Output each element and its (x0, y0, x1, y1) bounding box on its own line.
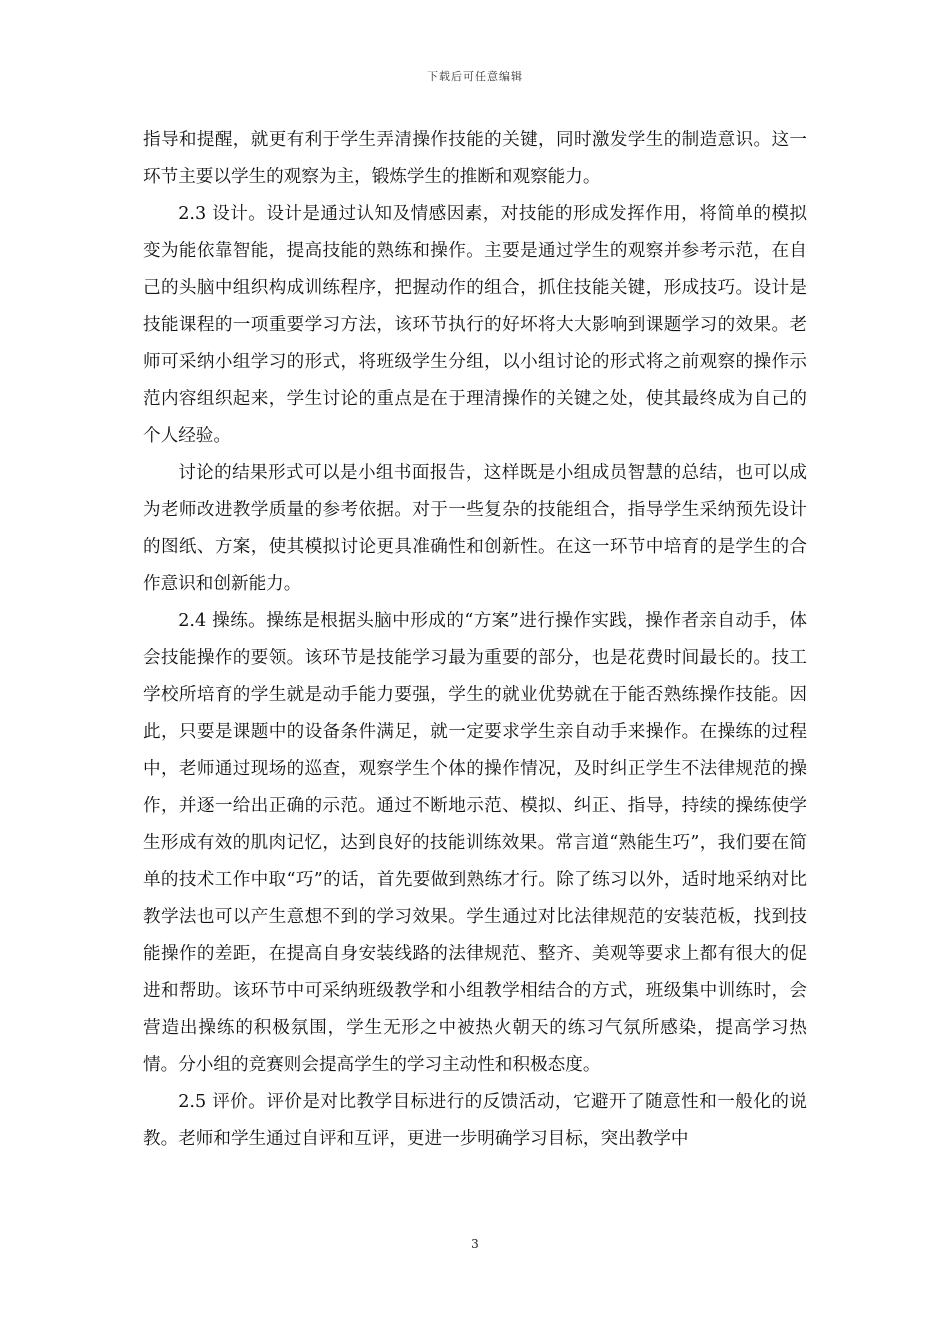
page-header: 下载后可任意编辑 (427, 70, 523, 83)
paragraph-section-2-4: 2.4 操练。操练是根据头脑中形成的“方案”进行操作实践，操作者亲自动手，体会技能操作的要领。该环节是技能学习最为重要的部分，也是花费时间最长的。技工学校所培育的学生就是动手能力要强，学生的就业优势就在于能否熟练操作技能。因此，只要是课题中的设备条件满足，就一定要求学生亲自动手来操作。在操练的过程中，老师通过现场的巡查，观察学生个体的操作情况，及时纠正学生不法律规范的操作，并逐一给出正确的示范。通过不断地示范、模拟、纠正、指导，持续的操练使学生形成有效的肌肉记忆，达到良好的技能训练效果。常言道“熟能生巧”，我们要在简单的技术工作中取“巧”的话，首先要做到熟练才行。除了练习以外，适时地采纳对比教学法也可以产生意想不到的学习效果。学生通过对比法律规范的安装范板，找到技能操作的差距，在提高自身安装线路的法律规范、整齐、美观等要求上都有很大的促进和帮助。该环节中可采纳班级教学和小组教学相结合的方式，班级集中训练时，会营造出操练的积极氛围，学生无形之中被热火朝天的练习气氛所感染，提高学习热情。分小组的竞赛则会提高学生的学习主动性和积极态度。 (143, 611, 807, 1075)
paragraph-continuation: 指导和提醒，就更有利于学生弄清操作技能的关键，同时激发学生的制造意识。这一环节主要以学生的观察为主，锻炼学生的推断和观察能力。 (143, 130, 807, 187)
document-body (143, 122, 807, 1158)
paragraph-discussion: 讨论的结果形式可以是小组书面报告，这样既是小组成员智慧的总结，也可以成为老师改进教学质量的参考依据。对于一些复杂的技能组合，指导学生采纳预先设计的图纸、方案，使其模拟讨论更具准确性和创新性。在这一环节中培育的是学生的合作意识和创新能力。 (143, 463, 807, 594)
paragraph-section-2-5: 2.5 评价。评价是对比教学目标进行的反馈活动，它避开了随意性和一般化的说教。老师和学生通过自评和互评，更进一步明确学习目标，突出教学中 (143, 1092, 807, 1149)
paragraph-section-2-3: 2.3 设计。设计是通过认知及情感因素，对技能的形成发挥作用，将简单的模拟变为能依靠智能，提高技能的熟练和操作。主要是通过学生的观察并参考示范，在自己的头脑中组织构成训练程序，把握动作的组合，抓住技能关键，形成技巧。设计是技能课程的一项重要学习方法，该环节执行的好坏将大大影响到课题学习的效果。老师可采纳小组学习的形式，将班级学生分组，以小组讨论的形式将之前观察的操作示范内容组织起来，学生讨论的重点是在于理清操作的关键之处，使其最终成为自己的个人经验。 (143, 204, 807, 446)
page-number: 3 (471, 1237, 479, 1251)
